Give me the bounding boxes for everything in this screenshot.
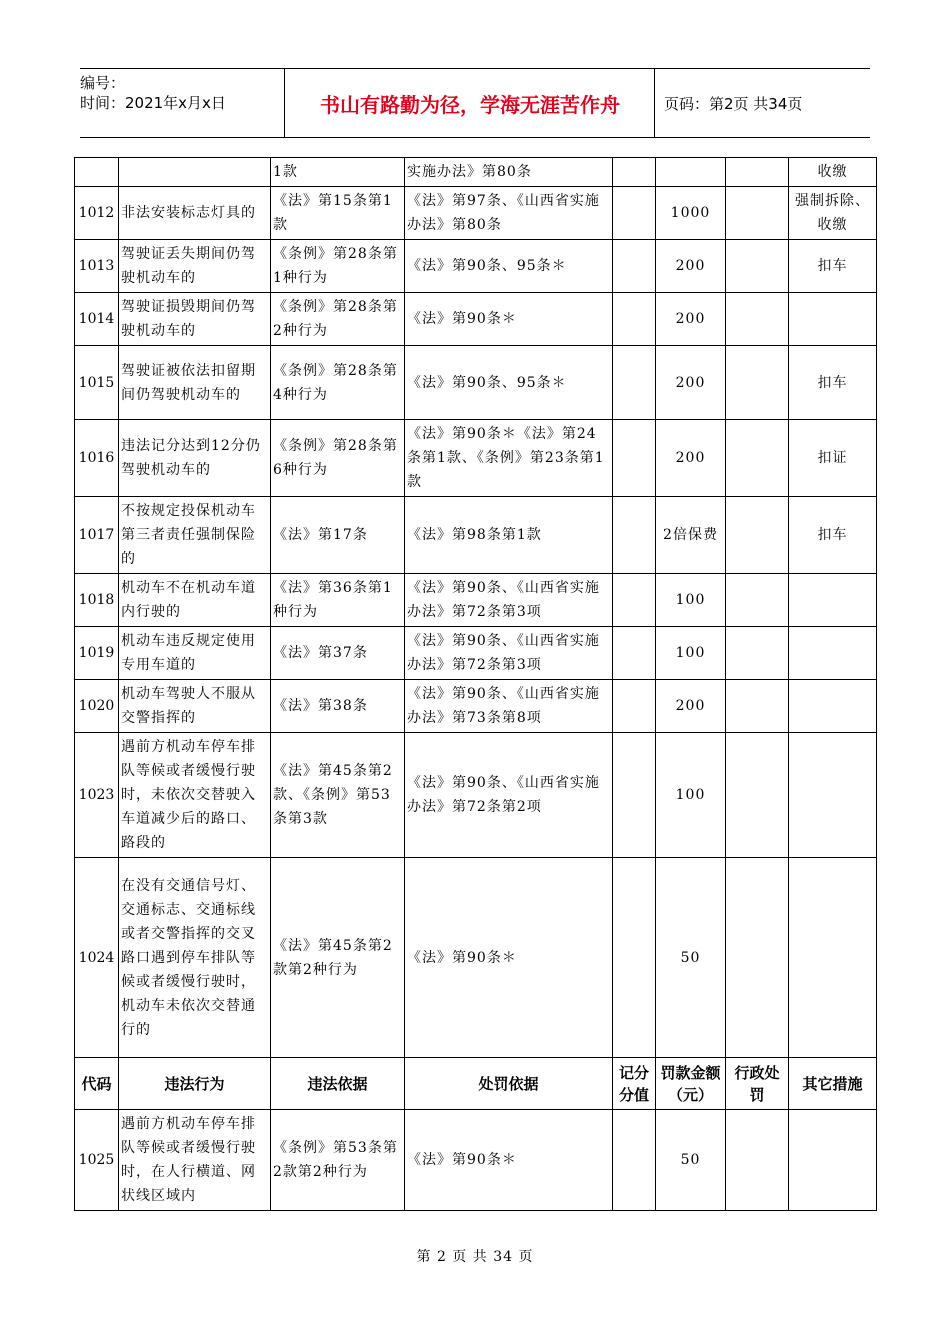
penalty-table bbox=[74, 157, 877, 1211]
cell-admin bbox=[726, 574, 789, 627]
cell-other bbox=[789, 627, 877, 680]
cell-fine: 200 bbox=[656, 680, 726, 733]
cell-points bbox=[613, 497, 656, 574]
cell-admin bbox=[726, 346, 789, 420]
cell-admin bbox=[726, 497, 789, 574]
cell-act: 机动车不在机动车道内行驶的 bbox=[119, 574, 271, 627]
cell-admin bbox=[726, 187, 789, 240]
table-row bbox=[75, 158, 877, 187]
table-row bbox=[75, 1110, 877, 1211]
cell-fine: 50 bbox=[656, 1110, 726, 1211]
cell-basis: 《法》第36条第1种行为 bbox=[271, 574, 405, 627]
cell-points bbox=[613, 858, 656, 1058]
cell-basis: 《条例》第53条第2款第2种行为 bbox=[271, 1110, 405, 1211]
cell-code: 1013 bbox=[75, 240, 119, 293]
cell-act: 违法记分达到12分仍驾驶机动车的 bbox=[119, 420, 271, 497]
cell-act: 在没有交通信号灯、交通标志、交通标线或者交警指挥的交叉路口遇到停车排队等候或者缓慢行驶时，机动车未依次交替通行的 bbox=[119, 858, 271, 1058]
cell-penalty: 《法》第90条＊ bbox=[405, 858, 613, 1058]
table-body-top bbox=[75, 158, 877, 1058]
cell-points bbox=[613, 420, 656, 497]
cell-other bbox=[789, 733, 877, 858]
table-row bbox=[75, 187, 877, 240]
page-footer: 第 2 页 共 34 页 bbox=[416, 1249, 534, 1265]
cell-admin bbox=[726, 158, 789, 187]
table-row bbox=[75, 497, 877, 574]
cell-basis: 《条例》第28条第2种行为 bbox=[271, 293, 405, 346]
header-cell-basis: 违法依据 bbox=[271, 1058, 405, 1110]
cell-code: 1015 bbox=[75, 346, 119, 420]
cell-basis: 《法》第45条第2款、《条例》第53条第3款 bbox=[271, 733, 405, 858]
cell-act: 驾驶证丢失期间仍驾驶机动车的 bbox=[119, 240, 271, 293]
cell-points bbox=[613, 680, 656, 733]
cell-admin bbox=[726, 293, 789, 346]
document-number-label: 编号： bbox=[80, 74, 126, 92]
cell-points bbox=[613, 627, 656, 680]
cell-penalty: 《法》第90条、《山西省实施办法》第72条第3项 bbox=[405, 627, 613, 680]
cell-other: 强制拆除、收缴 bbox=[789, 187, 877, 240]
cell-other: 扣车 bbox=[789, 240, 877, 293]
cell-basis: 《条例》第28条第1种行为 bbox=[271, 240, 405, 293]
header-cell-admin: 行政处罚 bbox=[726, 1058, 789, 1110]
cell-act: 驾驶证被依法扣留期间仍驾驶机动车的 bbox=[119, 346, 271, 420]
cell-fine: 200 bbox=[656, 346, 726, 420]
cell-act: 机动车违反规定使用专用车道的 bbox=[119, 627, 271, 680]
cell-basis: 《法》第45条第2款第2种行为 bbox=[271, 858, 405, 1058]
cell-penalty: 《法》第97条、《山西省实施办法》第80条 bbox=[405, 187, 613, 240]
cell-fine: 2倍保费 bbox=[656, 497, 726, 574]
cell-code bbox=[75, 158, 119, 187]
cell-penalty: 《法》第90条＊ bbox=[405, 1110, 613, 1211]
cell-admin bbox=[726, 733, 789, 858]
cell-points bbox=[613, 1110, 656, 1211]
cell-penalty: 实施办法》第80条 bbox=[405, 158, 613, 187]
cell-code: 1018 bbox=[75, 574, 119, 627]
cell-code: 1012 bbox=[75, 187, 119, 240]
cell-admin bbox=[726, 627, 789, 680]
cell-fine: 200 bbox=[656, 293, 726, 346]
cell-other: 收缴 bbox=[789, 158, 877, 187]
cell-act: 遇前方机动车停车排队等候或者缓慢行驶时，在人行横道、网状线区域内 bbox=[119, 1110, 271, 1211]
header-cell-other: 其它措施 bbox=[789, 1058, 877, 1110]
cell-fine: 50 bbox=[656, 858, 726, 1058]
table-header-row bbox=[75, 1058, 877, 1110]
cell-penalty: 《法》第98条第1款 bbox=[405, 497, 613, 574]
cell-act: 遇前方机动车停车排队等候或者缓慢行驶时，未依次交替驶入车道减少后的路口、路段的 bbox=[119, 733, 271, 858]
table-row bbox=[75, 293, 877, 346]
header-cell-act: 违法行为 bbox=[119, 1058, 271, 1110]
cell-penalty: 《法》第90条、《山西省实施办法》第72条第2项 bbox=[405, 733, 613, 858]
cell-basis: 《条例》第28条第6种行为 bbox=[271, 420, 405, 497]
cell-code: 1016 bbox=[75, 420, 119, 497]
table-row bbox=[75, 858, 877, 1058]
cell-basis: 《条例》第28条第4种行为 bbox=[271, 346, 405, 420]
cell-code: 1019 bbox=[75, 627, 119, 680]
cell-code: 1023 bbox=[75, 733, 119, 858]
cell-admin bbox=[726, 240, 789, 293]
cell-fine: 200 bbox=[656, 420, 726, 497]
table-header-row-group bbox=[75, 1058, 877, 1110]
cell-code: 1020 bbox=[75, 680, 119, 733]
cell-code: 1024 bbox=[75, 858, 119, 1058]
cell-penalty: 《法》第90条、95条＊ bbox=[405, 240, 613, 293]
cell-other: 扣证 bbox=[789, 420, 877, 497]
cell-fine bbox=[656, 158, 726, 187]
cell-fine: 100 bbox=[656, 574, 726, 627]
table-row bbox=[75, 346, 877, 420]
cell-basis: 《法》第15条第1款 bbox=[271, 187, 405, 240]
cell-fine: 1000 bbox=[656, 187, 726, 240]
table-row bbox=[75, 574, 877, 627]
cell-basis: 《法》第17条 bbox=[271, 497, 405, 574]
cell-admin bbox=[726, 680, 789, 733]
cell-points bbox=[613, 158, 656, 187]
cell-act: 非法安装标志灯具的 bbox=[119, 187, 271, 240]
cell-act bbox=[119, 158, 271, 187]
cell-penalty: 《法》第90条、《山西省实施办法》第72条第3项 bbox=[405, 574, 613, 627]
table-row bbox=[75, 240, 877, 293]
cell-code: 1017 bbox=[75, 497, 119, 574]
cell-code: 1025 bbox=[75, 1110, 119, 1211]
cell-basis: 《法》第37条 bbox=[271, 627, 405, 680]
header-cell-points: 记分分值 bbox=[613, 1058, 656, 1110]
header-meta bbox=[80, 69, 285, 137]
cell-basis: 《法》第38条 bbox=[271, 680, 405, 733]
cell-admin bbox=[726, 858, 789, 1058]
table-row bbox=[75, 627, 877, 680]
cell-act: 机动车驾驶人不服从交警指挥的 bbox=[119, 680, 271, 733]
table-body-bottom bbox=[75, 1110, 877, 1211]
document-date-label: 时间：2021年x月x日 bbox=[80, 94, 226, 112]
table-row bbox=[75, 680, 877, 733]
table-row bbox=[75, 420, 877, 497]
cell-act: 不按规定投保机动车第三者责任强制保险的 bbox=[119, 497, 271, 574]
cell-other bbox=[789, 680, 877, 733]
cell-fine: 200 bbox=[656, 240, 726, 293]
cell-points bbox=[613, 187, 656, 240]
cell-points bbox=[613, 293, 656, 346]
cell-penalty: 《法》第90条＊《法》第24条第1款、《条例》第23条第1款 bbox=[405, 420, 613, 497]
cell-points bbox=[613, 574, 656, 627]
cell-other bbox=[789, 1110, 877, 1211]
cell-points bbox=[613, 240, 656, 293]
header-cell-fine: 罚款金额（元） bbox=[656, 1058, 726, 1110]
page-header bbox=[80, 68, 870, 138]
cell-act: 驾驶证损毁期间仍驾驶机动车的 bbox=[119, 293, 271, 346]
cell-admin bbox=[726, 1110, 789, 1211]
cell-points bbox=[613, 346, 656, 420]
header-motto: 书山有路勤为径，学海无涯苦作舟 bbox=[286, 69, 655, 137]
cell-penalty: 《法》第90条＊ bbox=[405, 293, 613, 346]
cell-other bbox=[789, 858, 877, 1058]
cell-penalty: 《法》第90条、95条＊ bbox=[405, 346, 613, 420]
header-cell-penalty: 处罚依据 bbox=[405, 1058, 613, 1110]
cell-admin bbox=[726, 420, 789, 497]
cell-other: 扣车 bbox=[789, 346, 877, 420]
cell-other bbox=[789, 293, 877, 346]
table-row bbox=[75, 733, 877, 858]
cell-penalty: 《法》第90条、《山西省实施办法》第73条第8项 bbox=[405, 680, 613, 733]
cell-basis: 1款 bbox=[271, 158, 405, 187]
header-cell-code: 代码 bbox=[75, 1058, 119, 1110]
cell-code: 1014 bbox=[75, 293, 119, 346]
cell-fine: 100 bbox=[656, 733, 726, 858]
cell-fine: 100 bbox=[656, 627, 726, 680]
cell-points bbox=[613, 733, 656, 858]
header-page-number: 页码：第2页 共34页 bbox=[664, 94, 803, 113]
cell-other bbox=[789, 574, 877, 627]
cell-other: 扣车 bbox=[789, 497, 877, 574]
